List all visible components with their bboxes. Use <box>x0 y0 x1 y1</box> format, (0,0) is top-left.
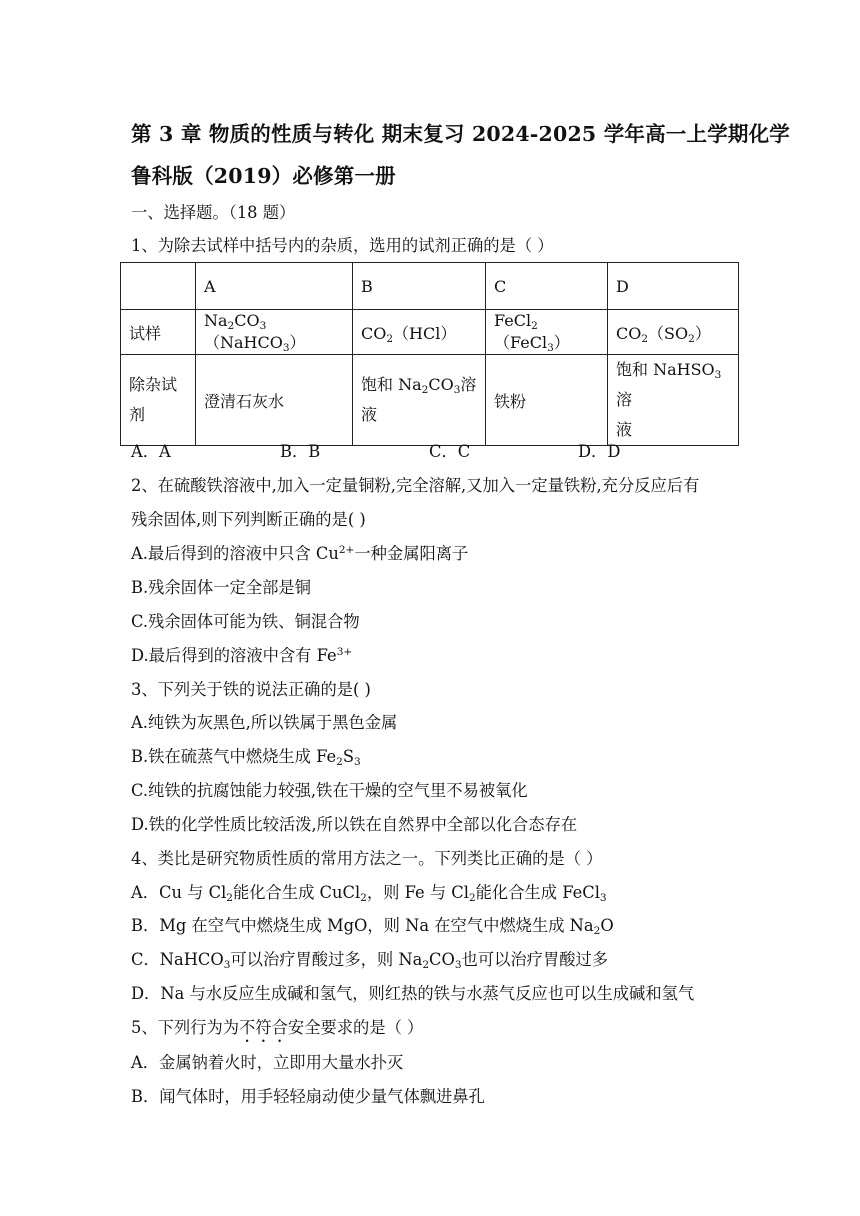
section-heading: 一、选择题。（18 题） <box>131 203 296 222</box>
q2-option-d[interactable]: D.最后得到的溶液中含有 $Fe^{3+}$ <box>131 646 353 665</box>
doc-title-line1: 第 3 章 物质的性质与转化 期末复习 2024-2025 学年高一上学期化学 <box>131 122 791 146</box>
q2-option-b[interactable]: B.残余固体一定全部是铜 <box>131 578 311 597</box>
q1-option-a[interactable]: A．A <box>131 442 171 461</box>
q1-table-header-row <box>121 263 739 310</box>
q1-table-cell: 澄清石灰水 <box>196 355 353 446</box>
q1-table-cell: 饱和 NaHSO$_3$溶 液 <box>608 355 739 446</box>
q1-stem: 1、为除去试样中括号内的杂质，选用的试剂正确的是（ ） <box>131 236 554 255</box>
q1-table-cell: $Na_2CO_3(NaHCO_3)$ <box>196 310 353 355</box>
q3-option-a[interactable]: A.纯铁为灰黑色,所以铁属于黑色金属 <box>131 713 398 732</box>
q3-option-d[interactable]: D.铁的化学性质比较活泼,所以铁在自然界中全部以化合态存在 <box>131 815 578 834</box>
q1-table-cell: A <box>196 263 353 310</box>
q1-table-cell: $CO_2(SO_2)$ <box>608 310 739 355</box>
q5-emphasis: 不符合 <box>239 1018 288 1037</box>
q5-option-a[interactable]: A．金属钠着火时，立即用大量水扑灭 <box>131 1053 404 1072</box>
q1-table-row-reagent <box>121 355 739 446</box>
q2-stem-line2: 残余固体,则下列判断正确的是( ) <box>131 510 366 529</box>
q1-table-cell: FeCl$_2$（FeCl$_3$） <box>486 310 608 355</box>
doc-title-line2: 鲁科版（2019）必修第一册 <box>131 164 396 188</box>
q2-option-a[interactable]: A.最后得到的溶液中只含 $Cu^{2+}$一种金属阳离子 <box>131 544 469 563</box>
q1-option-d[interactable]: D．D <box>578 442 621 461</box>
q4-option-d[interactable]: D．Na 与水反应生成碱和氢气，则红热的铁与水蒸气反应也可以生成碱和氢气 <box>131 984 695 1003</box>
q2-option-c[interactable]: C.残余固体可能为铁、铜混合物 <box>131 612 360 631</box>
q4-stem: 4、类比是研究物质性质的常用方法之一。下列类比正确的是（ ） <box>131 849 603 868</box>
q5-stem: 5、下列行为为不符合安全要求的是（ ） <box>131 1018 424 1037</box>
q1-option-c[interactable]: C．C <box>429 442 471 461</box>
q4-option-c[interactable]: C．NaHCO$_3$可以治疗胃酸过多，则 $Na_2CO_3$也可以治疗胃酸过多 <box>131 950 609 971</box>
q3-option-b[interactable]: B.铁在硫蒸气中燃烧生成 $Fe_2S_3$ <box>131 747 361 768</box>
q1-table-cell: 铁粉 <box>486 355 608 446</box>
q1-table <box>120 262 739 446</box>
q1-table-row-sample <box>121 310 739 355</box>
q1-option-b[interactable]: B．B <box>280 442 321 461</box>
q4-option-a[interactable]: A．Cu 与 $Cl_2$能化合生成 CuCl$_2$，则 Fe 与 $Cl_2$能化合生成 FeCl$_3$ <box>131 883 607 904</box>
q5-option-b[interactable]: B．闻气体时，用手轻轻扇动使少量气体飘进鼻孔 <box>131 1087 485 1106</box>
q1-table-cell: 试样 <box>121 310 196 355</box>
q2-stem-line1: 2、在硫酸铁溶液中,加入一定量铜粉,完全溶解,又加入一定量铁粉,充分反应后有 <box>131 476 700 495</box>
q1-table-cell: $CO_2(HCl)$ <box>353 310 486 355</box>
q1-table-cell <box>121 263 196 310</box>
q1-table-cell: 除杂试 剂 <box>121 355 196 446</box>
q4-option-b[interactable]: B．Mg 在空气中燃烧生成 MgO，则 Na 在空气中燃烧生成 $Na_2O$ <box>131 916 614 937</box>
q3-stem: 3、下列关于铁的说法正确的是( ) <box>131 680 371 699</box>
q3-option-c[interactable]: C.纯铁的抗腐蚀能力较强,铁在干燥的空气里不易被氧化 <box>131 781 528 800</box>
q1-table-cell: C <box>486 263 608 310</box>
q1-table-cell: B <box>353 263 486 310</box>
q1-table-cell: 饱和 $Na_2CO_3$溶 液 <box>353 355 486 446</box>
q1-table-cell: D <box>608 263 739 310</box>
